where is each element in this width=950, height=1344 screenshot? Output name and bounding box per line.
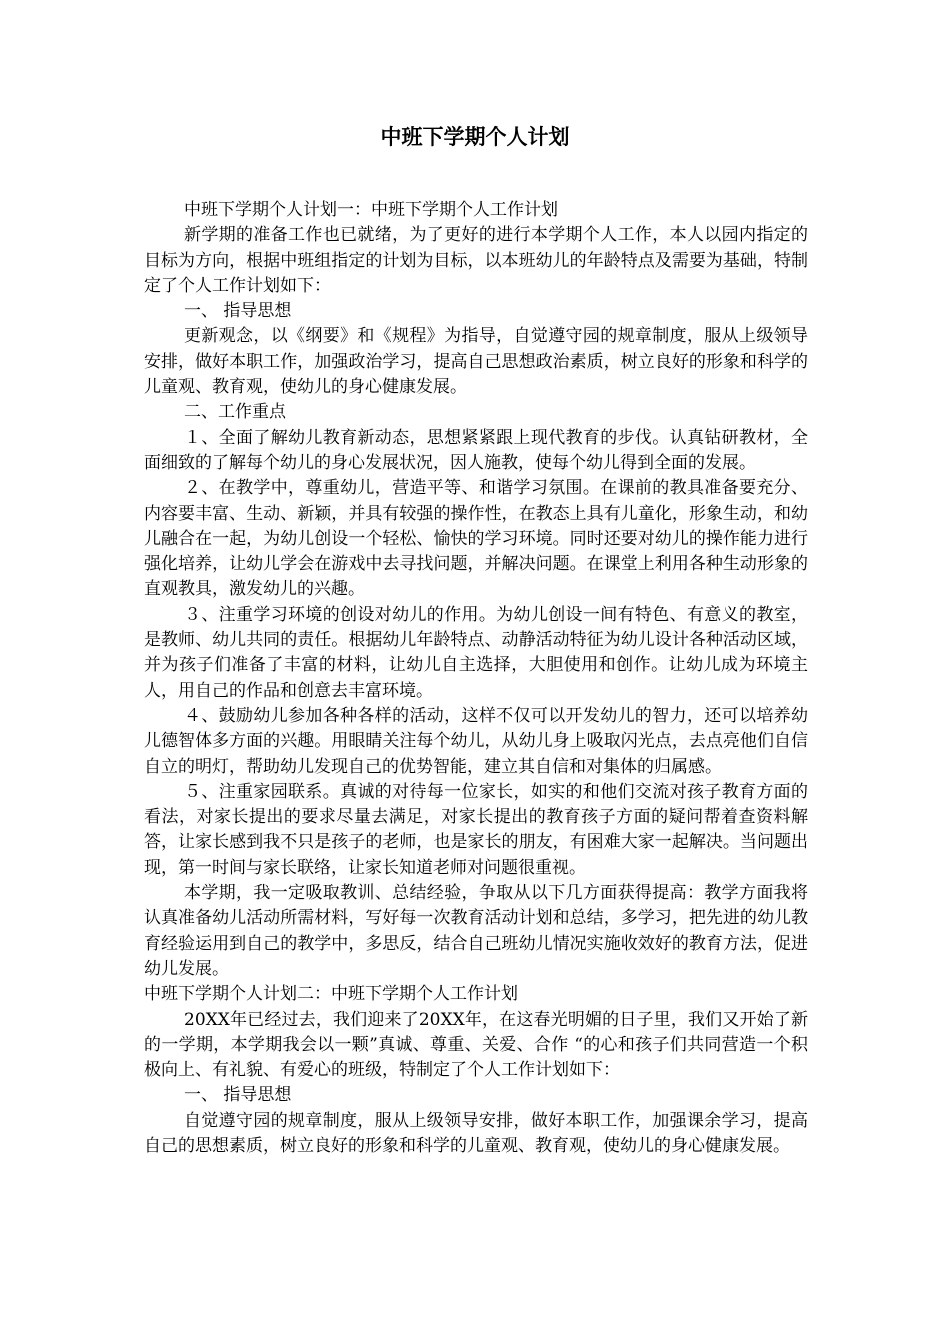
paragraph: 新学期的准备工作也已就绪，为了更好的进行本学期个人工作，本人以园内指定的目标为方向，根据中班组指定的计划为目标，以本班幼儿的年龄特点及需要为基础，特制定了个人工作计划如下： (144, 225, 808, 296)
section-heading: 二、工作重点 (184, 402, 286, 423)
paragraph: 中班下学期个人计划二：中班下学期个人工作计划 (144, 984, 518, 1005)
paragraph: 更新观念，以《纲要》和《规程》为指导，自觉遵守园的规章制度，服从上级领导安排，做好本职工作，加强政治学习，提高自己思想政治素质，树立良好的形象和科学的儿童观、教育观，使幼儿的身心健康发展。 (144, 326, 808, 398)
list-item: ５、注重家园联系。真诚的对待每一位家长，如实的和他们交流对孩子教育方面的看法，对家长提出的要求尽量去满足，对家长提出的教育孩子方面的疑问帮着查资料解答，让家长感到我不只是孩子的老师，也是家长的朋友，有困难大家一起解决。当问题出现，第一时间与家长联络，让家长知道老师对问题很重视。 (144, 781, 808, 878)
paragraph: 20XX年已经过去，我们迎来了20XX年，在这春光明媚的日子里，我们又开始了新的一学期，本学期我会以一颗”真诚、尊重、关爱、合作 “的心和孩子们共同营造一个积极向上、有礼貌、有爱心的班级，特制定了个人工作计划如下： (144, 1009, 808, 1081)
paragraph: 本学期，我一定吸取教训、总结经验，争取从以下几方面获得提高：教学方面我将认真准备幼儿活动所需材料，写好每一次教育活动计划和总结，多学习，把先进的幼儿教育经验运用到自己的教学中，多思反，结合自己班幼儿情况实施收效好的教育方法，促进幼儿发展。 (144, 883, 808, 979)
list-item: １、全面了解幼儿教育新动态，思想紧紧跟上现代教育的步伐。认真钻研教材，全面细致的了解每个幼儿的身心发展状况，因人施教，使每个幼儿得到全面的发展。 (144, 427, 808, 473)
document-title: 中班下学期个人计划 (380, 125, 570, 149)
paragraph: 自觉遵守园的规章制度，服从上级领导安排，做好本职工作，加强课余学习，提高自己的思想素质，树立良好的形象和科学的儿童观、教育观，使幼儿的身心健康发展。 (144, 1110, 808, 1156)
list-item: ３、注重学习环境的创设对幼儿的作用。为幼儿创设一间有特色、有意义的教室，是教师、幼儿共同的责任。根据幼儿年龄特点、动静活动特征为幼儿设计各种活动区域，并为孩子们准备了丰富的材料，让幼儿自主选择，大胆使用和创作。让幼儿成为环境主人，用自己的作品和创意去丰富环境。 (144, 604, 808, 701)
paragraph: 中班下学期个人计划一：中班下学期个人工作计划 (184, 200, 558, 220)
section-heading: 一、 指导思想 (184, 1085, 292, 1106)
section-heading: 一、 指导思想 (184, 301, 292, 322)
document-body (144, 198, 808, 1159)
list-item: ４、鼓励幼儿参加各种各样的活动，这样不仅可以开发幼儿的智力，还可以培养幼儿德智体多方面的兴趣。用眼睛关注每个幼儿，从幼儿身上吸取闪光点，去点亮他们自信自立的明灯，帮助幼儿发现自己的优势智能，建立其自信和对集体的归属感。 (144, 705, 808, 777)
list-item: ２、在教学中，尊重幼儿，营造平等、和谐学习氛围。在课前的教具准备要充分、内容要丰富、生动、新颖，并具有较强的操作性，在教态上具有儿童化，形象生动，和幼儿融合在一起，为幼儿创设一个轻松、愉快的学习环境。同时还要对幼儿的操作能力进行强化培养，让幼儿学会在游戏中去寻找问题，并解决问题。在课堂上利用各种生动形象的直观教具，激发幼儿的兴趣。 (144, 478, 808, 600)
